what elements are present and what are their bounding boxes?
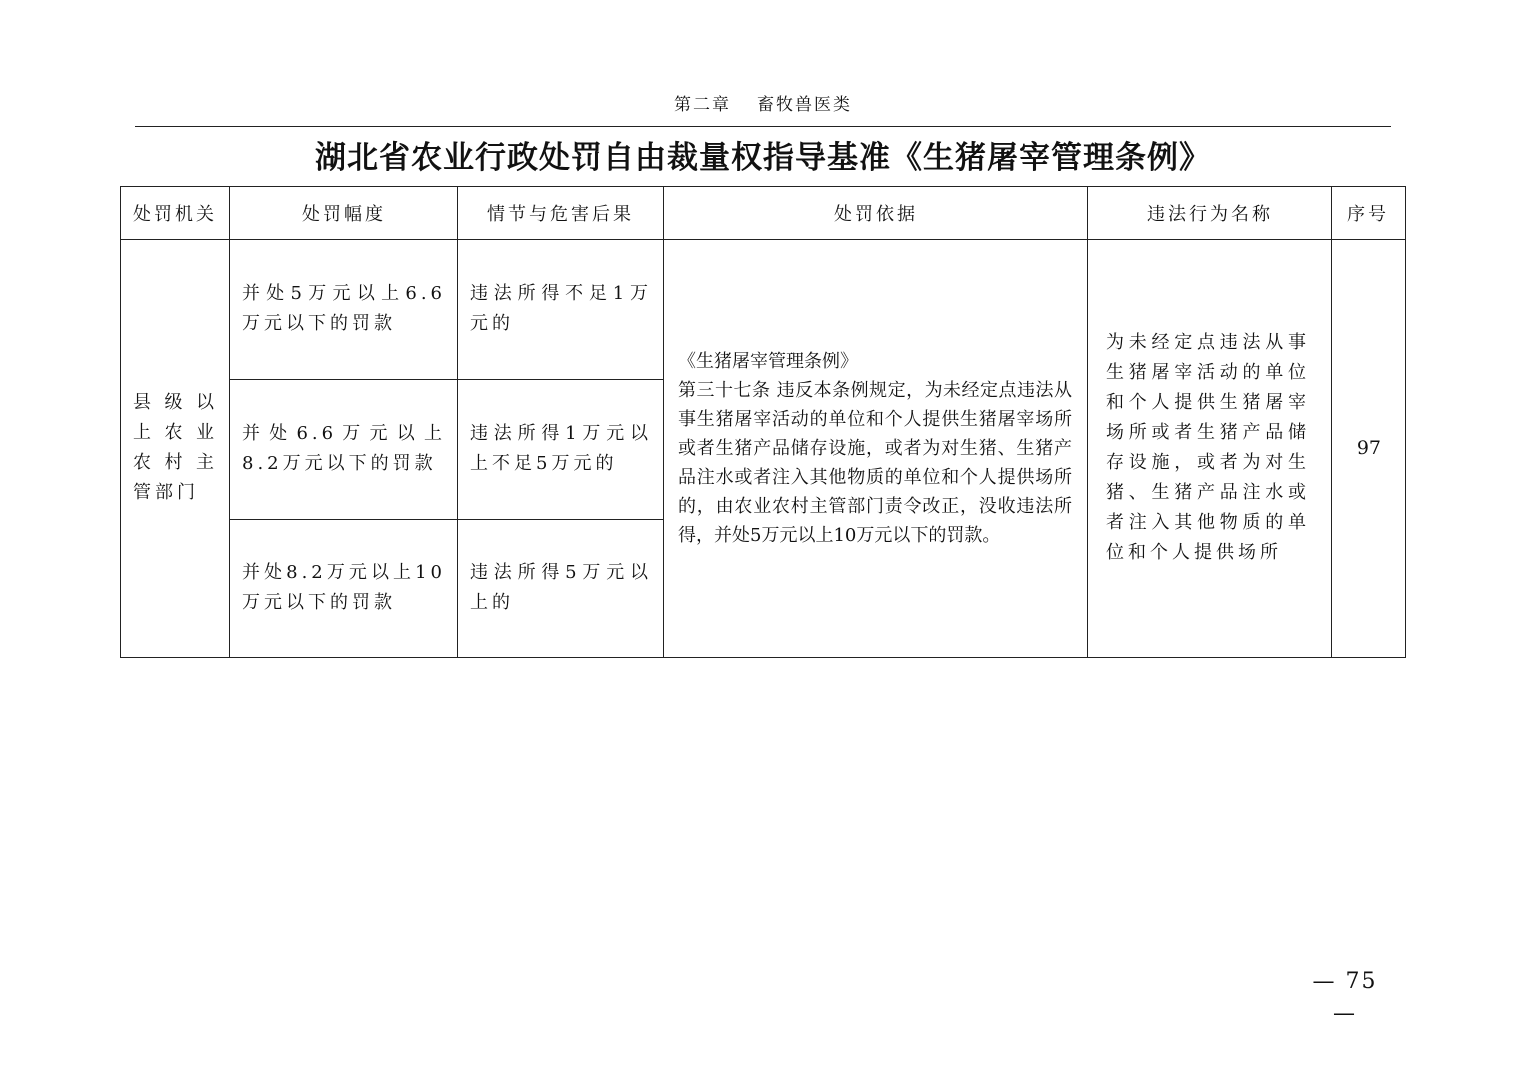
header-cell-authority: 处罚机关 — [133, 204, 218, 225]
circumstance-cell-2: 违法所得1万元以上不足5万元的 — [470, 423, 652, 474]
legal-basis-cell — [664, 239, 1088, 657]
page-number: — 75 — — [1312, 969, 1378, 1026]
row-number-cell: 97 — [1356, 437, 1381, 459]
chapter-label: 第二章 — [674, 95, 731, 115]
circumstance-cell-1: 违法所得不足1万元的 — [470, 283, 652, 334]
basis-article-text: 第三十七条 违反本条例规定，为未经定点违法从事生猪屠宰活动的单位和个人提供生猪屠宰场所或者生猪产品储存设施，或者为对生猪、生猪产品注水或者注入其他物质的单位和个人提供场所的，由农业农村主管部门责令改正，没收违法所得，并处5万元以上10万元以下的罚款。 — [678, 379, 1072, 546]
penalty-range-cell-3: 并处8.2万元以上10万元以下的罚款 — [242, 562, 446, 613]
header-cell-no: 序号 — [1347, 204, 1390, 225]
header-cell-violation: 违法行为名称 — [1147, 204, 1273, 225]
document-title — [120, 136, 1406, 180]
authority-cell: 县级以上农业农村主管部门 — [133, 392, 218, 503]
penalty-range-cell-1: 并处5万元以上6.6万元以下的罚款 — [242, 283, 446, 334]
header-cell-circumstance: 情节与危害后果 — [487, 204, 635, 225]
penalty-table — [120, 186, 1406, 658]
header-cell-penalty: 处罚幅度 — [302, 204, 386, 225]
section-label: 畜牧兽医类 — [757, 95, 852, 115]
running-header — [135, 92, 1391, 127]
title-text: 湖北省农业行政处罚自由裁量权指导基准《生猪屠宰管理条例》 — [315, 140, 1211, 176]
circumstance-cell-3: 违法所得5万元以上的 — [470, 562, 652, 613]
header-cell-basis: 处罚依据 — [834, 204, 918, 225]
violation-name-cell: 为未经定点违法从事生猪屠宰活动的单位和个人提供生猪屠宰场所或者生猪产品储存设施，或者为对生猪、生猪产品注水或者注入其他物质的单位和个人提供场所 — [1106, 332, 1310, 563]
penalty-range-cell-2: 并处6.6万元以上8.2万元以下的罚款 — [242, 423, 446, 474]
basis-law-title: 《生猪屠宰管理条例》 — [678, 350, 858, 372]
